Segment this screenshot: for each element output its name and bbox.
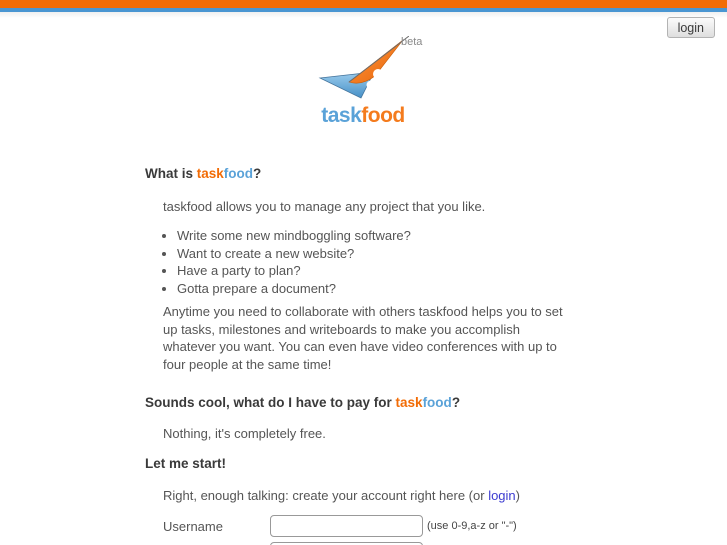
wordmark-task: task bbox=[321, 104, 362, 127]
heading-task-highlight: task bbox=[196, 166, 224, 181]
heading-text: What is bbox=[145, 166, 197, 181]
username-input[interactable] bbox=[270, 515, 423, 537]
username-label: Username bbox=[163, 518, 223, 534]
login-link[interactable]: login bbox=[488, 488, 516, 503]
heading-task-highlight: task bbox=[395, 395, 423, 410]
paragraph-line: four people at the same time! bbox=[163, 356, 332, 372]
wordmark bbox=[311, 104, 415, 128]
cta-pre-text: Right, enough talking: create your account right here (or bbox=[163, 488, 489, 503]
feature-list bbox=[145, 227, 600, 297]
list-item: • Gotta prepare a document? bbox=[177, 280, 600, 298]
list-item: • Want to create a new website? bbox=[177, 245, 600, 263]
heading-what-is-taskfood bbox=[145, 167, 600, 181]
wordmark-food: food bbox=[361, 104, 405, 127]
heading-pay bbox=[145, 396, 600, 410]
login-button[interactable]: login bbox=[667, 17, 715, 38]
heading-text: ? bbox=[253, 166, 262, 181]
paragraph-line: up tasks, milestones and writeboards to make you accomplish bbox=[163, 321, 520, 337]
top-bar-shadow bbox=[0, 12, 727, 18]
intro-text: taskfood allows you to manage any project that you like. bbox=[163, 199, 486, 214]
cta-post-text: ) bbox=[515, 488, 520, 503]
list-item: • Write some new mindboggling software? bbox=[177, 227, 600, 245]
top-accent-bar-orange bbox=[0, 0, 727, 8]
logo[interactable] bbox=[311, 36, 423, 128]
taskfood-logo-icon bbox=[317, 36, 409, 100]
heading-let-me-start: Let me start! bbox=[145, 456, 227, 471]
main-content bbox=[145, 167, 600, 545]
cta-text bbox=[163, 487, 600, 504]
pay-answer-text: Nothing, it's completely free. bbox=[163, 426, 326, 441]
heading-food-highlight: food bbox=[223, 166, 254, 181]
username-hint: (use 0-9,a-z or "-") bbox=[427, 520, 517, 532]
beta-badge: beta bbox=[401, 36, 423, 48]
heading-food-highlight: food bbox=[422, 395, 452, 410]
paragraph-line: Anytime you need to collaborate with others taskfood helps you to set bbox=[163, 304, 563, 319]
list-item: • Have a party to plan? bbox=[177, 262, 600, 280]
collaboration-paragraph bbox=[163, 303, 600, 373]
heading-text: ? bbox=[451, 395, 461, 410]
paragraph-line: whatever you want. You can even have video conferences with up to bbox=[163, 339, 557, 354]
heading-text: Sounds cool, what do I have to pay for bbox=[145, 395, 396, 410]
username-row bbox=[163, 515, 600, 537]
